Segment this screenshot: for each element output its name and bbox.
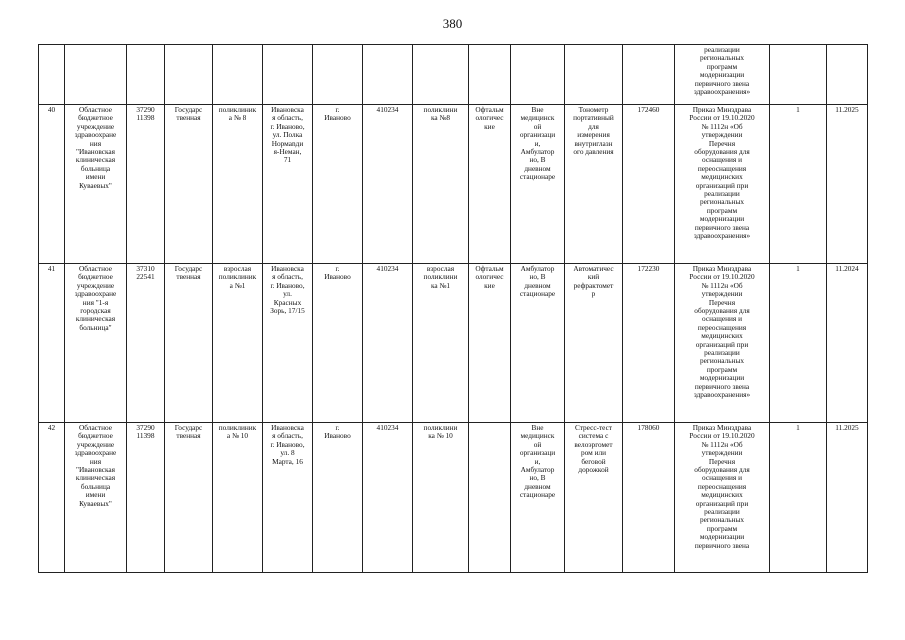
- cell-line: ологичес: [475, 272, 504, 282]
- cell-address: [263, 423, 313, 573]
- cell-date: [827, 45, 868, 105]
- cell-line: поликлини: [423, 423, 458, 432]
- cell-line: беговой: [581, 456, 606, 466]
- cell-line: а №1: [229, 280, 246, 290]
- cell-line: кий: [587, 272, 600, 282]
- cell-form: [165, 105, 213, 264]
- cell-line: Ивановска: [271, 423, 304, 432]
- cell-line: Перечня: [708, 138, 736, 148]
- cell-line: реализации: [704, 348, 740, 358]
- cell-line: ологичес: [475, 113, 504, 123]
- cell-line: ул. Полка: [272, 130, 303, 140]
- cell-line: Областное: [79, 264, 112, 273]
- cell-line: Ивановска: [271, 264, 304, 273]
- cell-line: организаций при: [695, 498, 749, 508]
- cell-line: но, В: [529, 155, 546, 165]
- cell-line: бюджетное: [78, 272, 113, 282]
- cell-line: Красных: [273, 297, 302, 307]
- cell-line: портативный: [573, 113, 614, 123]
- cell-line: 11398: [136, 113, 155, 123]
- cell-line: ния "1-я: [82, 297, 109, 307]
- cell-line: здравоохранения»: [693, 231, 751, 241]
- cell-line: но, В: [529, 473, 546, 483]
- cell-form: [165, 423, 213, 573]
- equipment-register-table: [38, 44, 868, 573]
- cell-line: оснащения и: [702, 473, 742, 483]
- cell-line: медицинск: [520, 113, 555, 123]
- cell-line: № 1112н «Об: [701, 439, 743, 449]
- cell-line: Марта, 16: [272, 456, 303, 466]
- cell-line: г.: [335, 105, 340, 114]
- cell-line: но, В: [529, 272, 546, 282]
- cell-profile: [469, 105, 511, 264]
- cell-line: я область,: [272, 272, 303, 282]
- cell-line: Приказ Минздрава: [692, 423, 752, 432]
- table-row: [39, 264, 868, 423]
- cell-org: [65, 45, 127, 105]
- cell-line: организаций при: [695, 339, 749, 349]
- cell-city: [313, 423, 363, 573]
- cell-line: медицинск: [520, 431, 555, 441]
- cell-code: [127, 264, 165, 423]
- cell-line: Государс: [174, 105, 203, 114]
- cell-line: реализации: [704, 189, 740, 199]
- cell-line: Зорь, 17/15: [270, 306, 305, 316]
- cell-line: городская: [80, 306, 111, 316]
- cell-price: 172460: [623, 105, 675, 264]
- cell-line: Ивановска: [271, 105, 304, 114]
- page-number: 380: [442, 16, 463, 31]
- cell-line: модернизации: [699, 532, 745, 542]
- cell-line: Амбулатор: [520, 264, 555, 273]
- cell-line: имени: [85, 490, 106, 500]
- cell-line: г.: [335, 264, 340, 273]
- cell-line: России от 19.10.2020: [689, 113, 755, 123]
- cell-line: бюджетное: [78, 113, 113, 123]
- cell-line: ром или: [580, 448, 607, 458]
- cell-line: 71: [283, 155, 292, 165]
- cell-line: переоснащения: [697, 481, 747, 491]
- cell-line: оборудования для: [694, 465, 750, 475]
- cell-order: [675, 105, 770, 264]
- cell-org: [65, 423, 127, 573]
- cell-line: 37290: [136, 105, 155, 114]
- cell-line: 37310: [136, 264, 155, 273]
- cell-line: учреждение: [76, 121, 115, 131]
- cell-line: стационаре: [519, 289, 556, 299]
- cell-line: система с: [578, 431, 609, 441]
- cell-address: [263, 264, 313, 423]
- cell-line: велоэргомет: [574, 439, 613, 449]
- cell-line: а № 8: [228, 113, 247, 123]
- cell-line: "Ивановская: [75, 465, 116, 475]
- cell-line: г.: [335, 423, 340, 432]
- cell-line: внутриглазн: [574, 138, 613, 148]
- cell-line: дорожкой: [578, 465, 609, 475]
- cell-line: здравоохранения»: [693, 390, 751, 400]
- cell-dept: [413, 45, 469, 105]
- cell-line: России от 19.10.2020: [689, 431, 755, 441]
- cell-line: утверждении: [701, 130, 743, 140]
- cell-unit: [213, 423, 263, 573]
- cell-line: ка №8: [430, 113, 451, 123]
- cell-num: 40: [39, 105, 65, 264]
- cell-line: 11398: [136, 431, 155, 441]
- cell-address: [263, 105, 313, 264]
- cell-line: Государс: [174, 264, 203, 273]
- cell-line: стационаре: [519, 490, 556, 500]
- table-row: [39, 423, 868, 573]
- cell-line: взрослая: [426, 264, 455, 273]
- cell-line: программ: [706, 205, 738, 215]
- cell-line: здравоохране: [74, 289, 117, 299]
- cell-line: клиническая: [75, 314, 116, 324]
- cell-code: [127, 45, 165, 105]
- cell-line: твенная: [176, 272, 201, 282]
- cell-line: г. Иваново,: [270, 121, 305, 131]
- cell-num: 42: [39, 423, 65, 573]
- cell-line: оборудования для: [694, 306, 750, 316]
- cell-line: утверждении: [701, 289, 743, 299]
- cell-line: Перечня: [708, 456, 736, 466]
- cell-line: организаци: [519, 448, 556, 458]
- cell-line: ния: [89, 456, 102, 466]
- cell-dept: [413, 264, 469, 423]
- cell-line: здравоохранения»: [693, 87, 751, 97]
- cell-line: первичного звена: [694, 381, 750, 391]
- cell-line: здравоохране: [74, 448, 117, 458]
- cell-qty: 1: [770, 105, 827, 264]
- cell-line: модернизации: [699, 70, 745, 80]
- cell-line: кие: [484, 121, 495, 131]
- cell-line: поликлини: [423, 272, 458, 282]
- cell-line: организаци: [519, 130, 556, 140]
- cell-line: ого давления: [573, 147, 614, 157]
- cell-line: Тонометр: [578, 105, 609, 114]
- cell-line: медицинских: [701, 331, 743, 341]
- cell-unit: [213, 105, 263, 264]
- cell-line: Областное: [79, 423, 112, 432]
- cell-line: первичного звена: [694, 222, 750, 232]
- cell-dept: [413, 105, 469, 264]
- cell-qty: 1: [770, 423, 827, 573]
- cell-line: я-Неман,: [273, 147, 302, 157]
- cell-line: я область,: [272, 113, 303, 123]
- cell-line: клиническая: [75, 155, 116, 165]
- cell-city: [313, 264, 363, 423]
- cell-org: [65, 105, 127, 264]
- cell-line: рефрактомет: [573, 280, 614, 290]
- cell-form: [165, 45, 213, 105]
- cell-line: Амбулатор: [520, 465, 555, 475]
- cell-line: программ: [706, 364, 738, 374]
- cell-line: г. Иваново,: [270, 439, 305, 449]
- cell-line: р: [591, 289, 596, 299]
- cell-city: [313, 45, 363, 105]
- cell-order: [675, 264, 770, 423]
- cell-line: Иваново: [324, 431, 351, 441]
- cell-num: [39, 45, 65, 105]
- cell-order: [675, 45, 770, 105]
- cell-line: утверждении: [701, 448, 743, 458]
- cell-org: [65, 264, 127, 423]
- cell-line: реализации: [704, 45, 740, 54]
- cell-line: Нормanди: [271, 138, 304, 148]
- cell-line: дневном: [524, 280, 551, 290]
- cell-line: Вне: [531, 105, 544, 114]
- cell-line: Стресс-тест: [574, 423, 613, 432]
- cell-line: № 1112н «Об: [701, 121, 743, 131]
- cell-line: организаций при: [695, 180, 749, 190]
- cell-line: я область,: [272, 431, 303, 441]
- cell-line: учреждение: [76, 439, 115, 449]
- cell-order: [675, 423, 770, 573]
- cell-profile: [469, 264, 511, 423]
- cell-line: а № 10: [226, 431, 249, 441]
- cell-equipment: [565, 105, 623, 264]
- cell-line: ой: [533, 439, 542, 449]
- cell-line: и,: [534, 456, 541, 466]
- table-row: [39, 105, 868, 264]
- cell-line: твенная: [176, 431, 201, 441]
- cell-line: имени: [85, 172, 106, 182]
- cell-price: 172230: [623, 264, 675, 423]
- cell-line: дневном: [524, 163, 551, 173]
- cell-line: региональных: [699, 356, 745, 366]
- cell-line: Куваевых": [79, 498, 112, 508]
- cell-line: региональных: [699, 197, 745, 207]
- cell-line: поликлиник: [218, 105, 257, 114]
- cell-line: 22541: [136, 272, 155, 282]
- cell-line: здравоохране: [74, 130, 117, 140]
- cell-line: дневном: [524, 481, 551, 491]
- cell-line: Приказ Минздрава: [692, 264, 752, 273]
- cell-line: поликлиник: [218, 423, 257, 432]
- cell-line: ка №1: [430, 280, 451, 290]
- cell-line: первичного звена: [694, 540, 750, 550]
- cell-line: клиническая: [75, 473, 116, 483]
- cell-line: переоснащения: [697, 163, 747, 173]
- cell-profile: [469, 423, 511, 573]
- cell-line: больница: [80, 481, 111, 491]
- cell-line: первичного звена: [694, 78, 750, 88]
- cell-qty: 1: [770, 264, 827, 423]
- cell-line: Амбулатор: [520, 147, 555, 157]
- cell-line: поликлини: [423, 105, 458, 114]
- cell-city: [313, 105, 363, 264]
- cell-line: переоснащения: [697, 322, 747, 332]
- cell-line: больница": [79, 322, 112, 332]
- cell-conditions: [511, 105, 565, 264]
- cell-line: измерения: [577, 130, 610, 140]
- cell-date: 11.2024: [827, 264, 868, 423]
- cell-line: "Ивановская: [75, 147, 116, 157]
- cell-line: Иваново: [324, 272, 351, 282]
- cell-unit: [213, 264, 263, 423]
- cell-line: больница: [80, 163, 111, 173]
- cell-okato: 410234: [363, 105, 413, 264]
- cell-conditions: [511, 45, 565, 105]
- cell-line: Офтальм: [475, 264, 504, 273]
- table-body: [39, 45, 868, 573]
- cell-line: учреждение: [76, 280, 115, 290]
- cell-line: оснащения и: [702, 314, 742, 324]
- cell-price: 178060: [623, 423, 675, 573]
- cell-line: программ: [706, 523, 738, 533]
- cell-line: модернизации: [699, 373, 745, 383]
- cell-line: оснащения и: [702, 155, 742, 165]
- cell-price: [623, 45, 675, 105]
- cell-line: Государс: [174, 423, 203, 432]
- cell-line: оборудования для: [694, 147, 750, 157]
- cell-line: медицинских: [701, 490, 743, 500]
- table-row-continuation: [39, 45, 868, 105]
- cell-line: реализации: [704, 507, 740, 517]
- cell-line: поликлиник: [218, 272, 257, 282]
- cell-line: Автоматичес: [573, 264, 614, 273]
- cell-line: России от 19.10.2020: [689, 272, 755, 282]
- cell-dept: [413, 423, 469, 573]
- cell-line: бюджетное: [78, 431, 113, 441]
- cell-date: 11.2025: [827, 423, 868, 573]
- cell-line: региональных: [699, 53, 745, 63]
- cell-line: модернизации: [699, 214, 745, 224]
- cell-equipment: [565, 45, 623, 105]
- cell-line: Областное: [79, 105, 112, 114]
- cell-line: кие: [484, 280, 495, 290]
- cell-line: Иваново: [324, 113, 351, 123]
- cell-line: ул.: [283, 289, 292, 299]
- cell-code: [127, 423, 165, 573]
- cell-line: г. Иваново,: [270, 280, 305, 290]
- cell-line: ой: [533, 121, 542, 131]
- cell-okato: 410234: [363, 423, 413, 573]
- cell-line: ка № 10: [428, 431, 453, 441]
- cell-line: № 1112н «Об: [701, 280, 743, 290]
- cell-conditions: [511, 264, 565, 423]
- cell-okato: [363, 45, 413, 105]
- cell-qty: [770, 45, 827, 105]
- cell-line: региональных: [699, 515, 745, 525]
- cell-line: стационаре: [519, 172, 556, 182]
- cell-line: Офтальм: [475, 105, 504, 114]
- cell-num: 41: [39, 264, 65, 423]
- cell-line: взрослая: [223, 264, 252, 273]
- cell-line: программ: [706, 61, 738, 71]
- cell-line: Вне: [531, 423, 544, 432]
- cell-line: для: [588, 121, 599, 131]
- cell-form: [165, 264, 213, 423]
- cell-conditions: [511, 423, 565, 573]
- cell-line: 37290: [136, 423, 155, 432]
- cell-line: Куваевых": [79, 180, 112, 190]
- cell-line: и,: [534, 138, 541, 148]
- cell-line: Приказ Минздрава: [692, 105, 752, 114]
- cell-okato: 410234: [363, 264, 413, 423]
- cell-line: ул. 8: [280, 448, 295, 458]
- cell-line: медицинских: [701, 172, 743, 182]
- cell-code: [127, 105, 165, 264]
- cell-address: [263, 45, 313, 105]
- cell-profile: [469, 45, 511, 105]
- cell-equipment: [565, 423, 623, 573]
- cell-line: ния: [89, 138, 102, 148]
- cell-date: 11.2025: [827, 105, 868, 264]
- cell-line: твенная: [176, 113, 201, 123]
- cell-equipment: [565, 264, 623, 423]
- cell-unit: [213, 45, 263, 105]
- cell-line: Перечня: [708, 297, 736, 307]
